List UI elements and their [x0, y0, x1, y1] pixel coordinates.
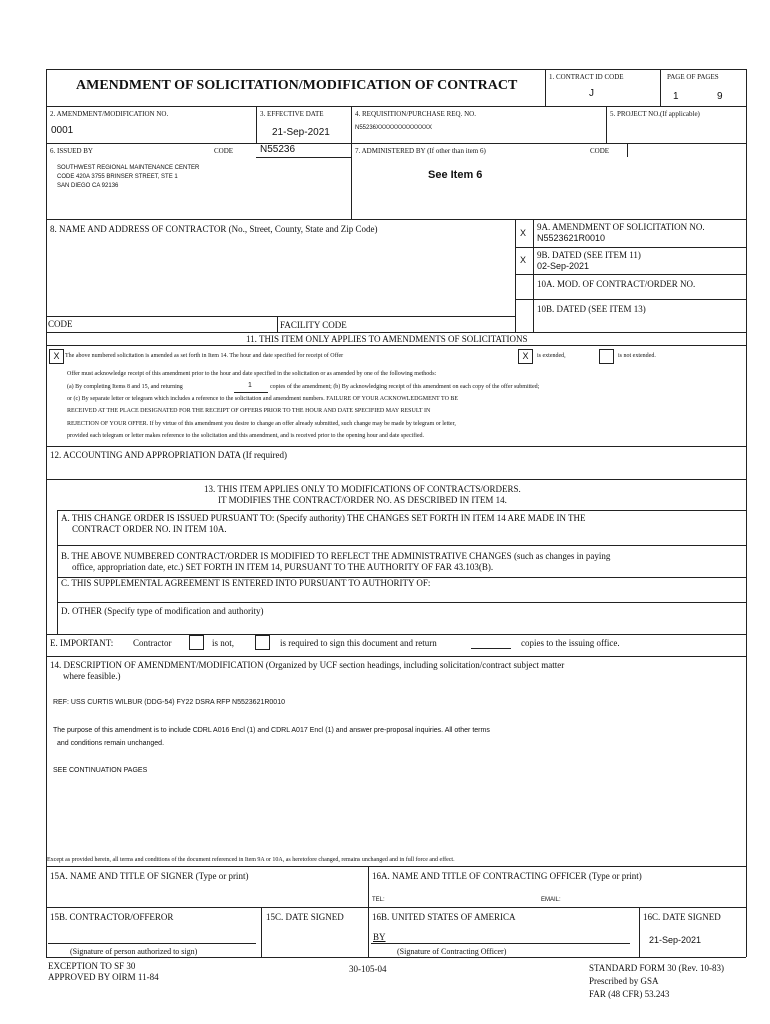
checkbox-9a[interactable]: X: [520, 228, 527, 238]
label-15c: 15C. DATE SIGNED: [266, 912, 344, 922]
footer-prescribed-by: Prescribed by GSA: [589, 976, 659, 986]
item-13b-line-2: office, appropriation date, etc.) SET FORTH IN ITEM 14, PURSUANT TO THE AUTHORITY OF FAR 43.103(B).: [72, 562, 494, 572]
label-15a: 15A. NAME AND TITLE OF SIGNER (Type or print): [50, 871, 249, 881]
item-11-paragraph-4: RECEIVED AT THE PLACE DESIGNATED FOR THE RECEIPT OF OFFERS PRIOR TO THE HOUR AND DATE SPECIFIED MAY RESULT IN: [67, 408, 431, 414]
total-pages: 9: [717, 91, 723, 102]
contract-id-label: 1. CONTRACT ID CODE: [549, 73, 624, 81]
purpose-line-2: and conditions remain unchanged.: [57, 740, 165, 747]
footer-standard-form: STANDARD FORM 30 (Rev. 10-83): [589, 963, 724, 973]
footer-approved: APPROVED BY OIRM 11-84: [48, 972, 159, 982]
amended-text: The above numbered solicitation is amended as set forth in Item 14. The hour and date specified for receipt of Offer: [65, 353, 344, 359]
item-11-paragraph-2b: copies of the amendment; (b) By acknowledging receipt of this amendment on each copy of the offer submitted;: [270, 384, 540, 390]
administered-code-label: CODE: [590, 147, 610, 155]
effective-date-label: 3. EFFECTIVE DATE: [260, 110, 324, 118]
label-10a: 10A. MOD. OF CONTRACT/ORDER NO.: [537, 279, 696, 289]
except-provision-text: Except as provided herein, all terms and conditions of the document referenced in Item 9A or 10A, as heretofore changed, remains unchanged and in full force and effect.: [47, 857, 455, 863]
not-extended-label: is not extended.: [618, 353, 656, 359]
contractor-name-label: 8. NAME AND ADDRESS OF CONTRACTOR (No., Street, County, State and Zip Code): [50, 224, 378, 234]
amendment-no-label: 2. AMENDMENT/MODIFICATION NO.: [50, 110, 169, 118]
label-16c: 16C. DATE SIGNED: [643, 912, 721, 922]
is-not-label: is not,: [212, 638, 235, 648]
extended-label: is extended,: [537, 353, 566, 359]
form-title: AMENDMENT OF SOLICITATION/MODIFICATION OF CONTRACT: [76, 78, 518, 93]
label-16a: 16A. NAME AND TITLE OF CONTRACTING OFFICER (Type or print): [372, 871, 642, 881]
issued-code-field[interactable]: N55236: [260, 144, 296, 155]
item-13-heading-2: IT MODIFIES THE CONTRACT/ORDER NO. AS DESCRIBED IN ITEM 14.: [218, 495, 507, 505]
requisition-no-label: 4. REQUISITION/PURCHASE REQ. NO.: [355, 110, 476, 118]
issuer-address-line-2: CODE 420A 3755 BRINSER STREET, STE 1: [57, 174, 178, 180]
issued-code-label: CODE: [214, 147, 234, 155]
item-13d-line: D. OTHER (Specify type of modification and authority): [61, 606, 264, 616]
issuer-address-line-1: SOUTHWEST REGIONAL MAINTENANCE CENTER: [57, 165, 200, 171]
issuer-address-line-3: SAN DIEGO CA 92136: [57, 183, 119, 189]
item-13a-line-1: A. THIS CHANGE ORDER IS ISSUED PURSUANT TO: (Specify authority) THE CHANGES SET FORTH IN ITEM 14 ARE MADE IN THE: [61, 513, 586, 523]
description-label-2: where feasible.): [63, 671, 121, 681]
is-required-label: is required to sign this document and return: [280, 638, 437, 648]
copies-return-field[interactable]: [471, 648, 511, 649]
contractor-code-label: CODE: [48, 319, 73, 329]
item-11-paragraph-6: provided each telegram or letter makes reference to the solicitation and this amendment, and is received prior to the opening hour and date specified.: [67, 433, 425, 439]
project-no-label: 5. PROJECT NO.(If applicable): [610, 110, 700, 118]
contractor-signature-caption: (Signature of person authorized to sign): [70, 947, 198, 956]
copies-count-field[interactable]: 1: [248, 382, 252, 389]
date-signed-16c-field[interactable]: 21-Sep-2021: [649, 935, 702, 945]
administered-by-value[interactable]: See Item 6: [428, 169, 483, 181]
is-required-checkbox[interactable]: [255, 635, 270, 650]
label-9b: 9B. DATED (SEE ITEM 11): [537, 250, 641, 260]
item-13a-line-2: CONTRACT ORDER NO. IN ITEM 10A.: [72, 524, 227, 534]
administered-by-label: 7. ADMINISTERED BY (If other than item 6): [355, 147, 486, 155]
label-16b: 16B. UNITED STATES OF AMERICA: [372, 912, 516, 922]
label-10b: 10B. DATED (SEE ITEM 13): [537, 304, 646, 314]
facility-code-label: FACILITY CODE: [280, 320, 347, 330]
dated-9b-field[interactable]: 02-Sep-2021: [537, 261, 590, 271]
is-not-checkbox[interactable]: [189, 635, 204, 650]
label-9a: 9A. AMENDMENT OF SOLICITATION NO.: [537, 222, 705, 232]
by-label: BY: [373, 932, 386, 942]
effective-date-field[interactable]: 21-Sep-2021: [272, 127, 330, 138]
item-11-heading: 11. THIS ITEM ONLY APPLIES TO AMENDMENTS OF SOLICITATIONS: [246, 334, 528, 344]
requisition-no-field[interactable]: N55236XXXXXXXXXXXXXX: [355, 125, 433, 131]
page-number: 1: [673, 91, 679, 102]
purpose-line-1: The purpose of this amendment is to include CDRL A016 Encl (1) and CDRL A017 Encl (1) and answer pre-proposal inquiries. All other terms: [53, 727, 490, 734]
continuation-pages-note: SEE CONTINUATION PAGES: [53, 767, 148, 774]
footer-form-code: 30-105-04: [349, 964, 387, 974]
contractor-label: Contractor: [133, 638, 172, 648]
amendment-no-field[interactable]: 0001: [51, 125, 74, 136]
not-extended-checkbox[interactable]: [599, 349, 614, 364]
extended-checkbox[interactable]: X: [518, 349, 533, 364]
checkbox-9b[interactable]: X: [520, 255, 527, 265]
page-of-pages-label: PAGE OF PAGES: [667, 73, 719, 81]
item-11-paragraph-1: Offer must acknowledge receipt of this amendment prior to the hour and date specified in the solicitation or as amended by one of the following methods:: [67, 371, 437, 377]
copies-issuing-label: copies to the issuing office.: [521, 638, 620, 648]
tel-label: TEL:: [372, 897, 385, 903]
item-13-heading-1: 13. THIS ITEM APPLIES ONLY TO MODIFICATIONS OF CONTRACTS/ORDERS.: [204, 484, 521, 494]
accounting-data-label: 12. ACCOUNTING AND APPROPRIATION DATA (If required): [50, 450, 288, 460]
officer-signature-caption: (Signature of Contracting Officer): [397, 947, 507, 956]
label-15b: 15B. CONTRACTOR/OFFEROR: [50, 912, 174, 922]
amended-checkbox[interactable]: X: [49, 349, 64, 364]
email-label: EMAIL:: [541, 897, 561, 903]
item-11-paragraph-5: REJECTION OF YOUR OFFER. If by virtue of this amendment you desire to change an offer already submitted, such change may be made by telegram or letter,: [67, 421, 456, 427]
reference-line: REF: USS CURTIS WILBUR (DDG-54) FY22 DSRA RFP N5523621R0010: [53, 699, 285, 706]
footer-exception: EXCEPTION TO SF 30: [48, 961, 136, 971]
important-label: E. IMPORTANT:: [50, 638, 114, 648]
issued-by-label: 6. ISSUED BY: [50, 147, 93, 155]
item-13b-line-1: B. THE ABOVE NUMBERED CONTRACT/ORDER IS MODIFIED TO REFLECT THE ADMINISTRATIVE CHANGES (such as changes in paying: [61, 551, 611, 561]
item-13c-line: C. THIS SUPPLEMENTAL AGREEMENT IS ENTERED INTO PURSUANT TO AUTHORITY OF:: [61, 578, 431, 588]
footer-far-reference: FAR (48 CFR) 53.243: [589, 989, 670, 999]
item-11-paragraph-3: or (c) By separate letter or telegram which includes a reference to the solicitation and amendment numbers. FAILURE OF YOUR ACKNOWLEDGMENT TO BE: [67, 396, 459, 402]
solicitation-no-field[interactable]: N5523621R0010: [537, 233, 606, 243]
item-11-paragraph-2a: (a) By completing Items 8 and 15, and returning: [67, 384, 183, 390]
description-label-1: 14. DESCRIPTION OF AMENDMENT/MODIFICATION (Organized by UCF section headings, including solicitation/contract subject matter: [50, 660, 565, 670]
contract-id-value[interactable]: J: [589, 88, 594, 99]
